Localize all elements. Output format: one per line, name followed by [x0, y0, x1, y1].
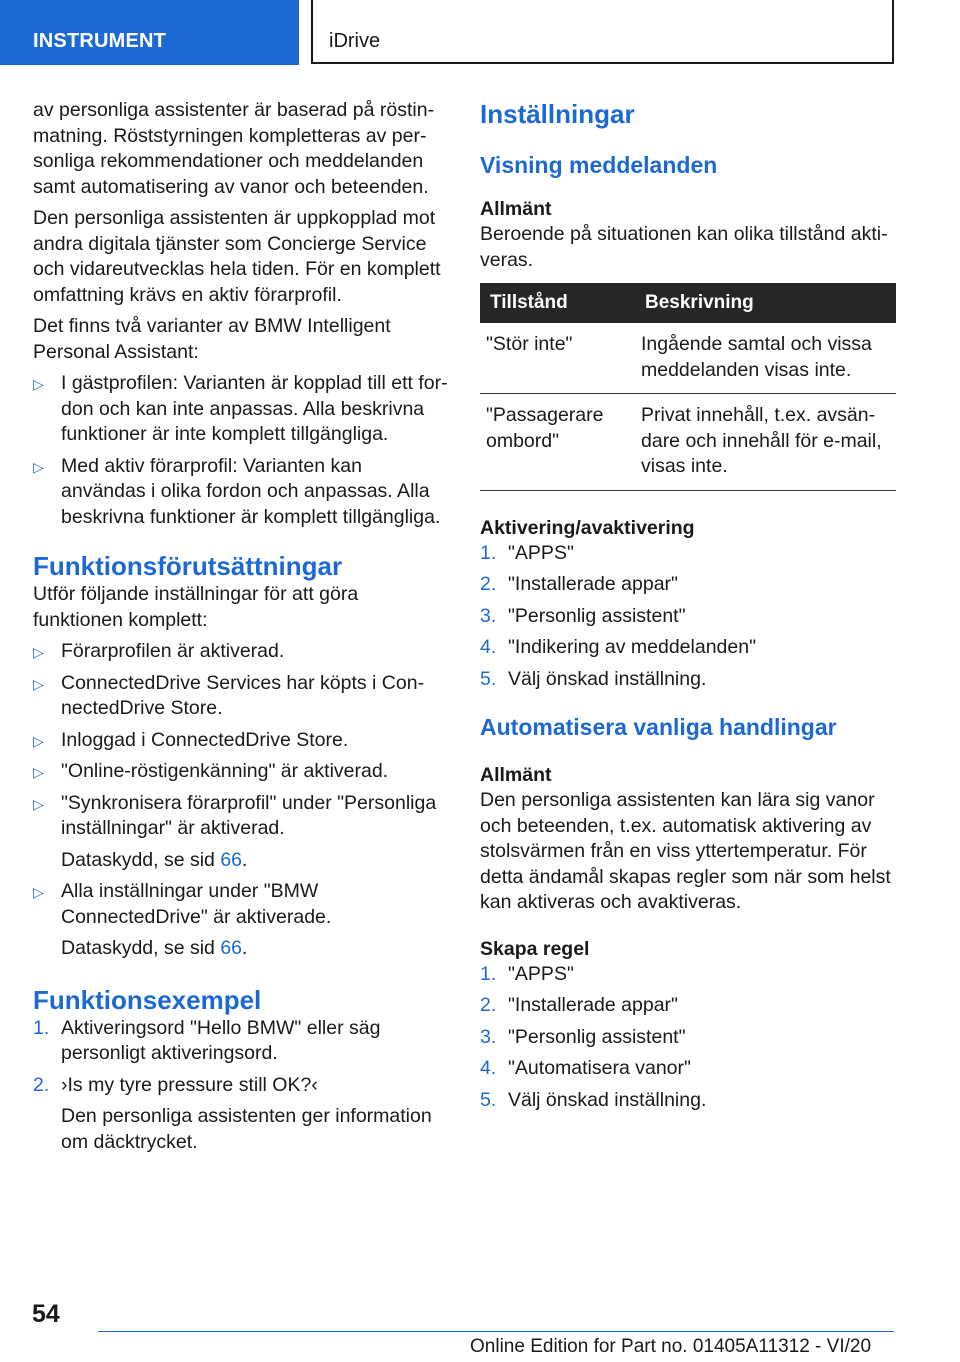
- triangle-bullet-icon: ▷: [33, 376, 44, 392]
- general-text-2: Den personliga assistenten kan lära sig vanor och beteenden, t.ex. automatisk aktivering av stolsvärmen från en viss yttertemperatur. För detta ändamål skapas regler som när som helst kan aktiveras och avaktiveras.: [480, 789, 891, 913]
- intro-paragraph-1: av personliga assistenter är baserad på röstinmatning. Röststyrningen kompletteras av personliga rekommendationer och meddelanden samt automatisering av vanor och beteenden.: [33, 99, 435, 198]
- step-number: 3.: [480, 1025, 497, 1048]
- page-link[interactable]: 66: [220, 937, 243, 959]
- triangle-bullet-icon: ▷: [33, 458, 44, 475]
- list-item: 5. Välj önskad inställning.: [480, 1088, 896, 1114]
- heading-examples: Funktionsexempel: [33, 984, 262, 1015]
- table-header: Tillstånd: [480, 283, 635, 323]
- example-explanation: Den personliga assistenten ger information om däcktrycket.: [61, 1105, 432, 1153]
- list-item: 1. Aktiveringsord "Hello BMW" eller säg personligt aktiveringsord.: [33, 1016, 381, 1064]
- heading-activation: Aktivering/avaktivering: [480, 516, 695, 539]
- list-item: ▷ I gästprofilen: Varianten är kopplad till ett fordon och kan inte anpassas. Alla beskrivna funktioner är inte komplett tillgängliga.: [33, 372, 448, 445]
- list-item: ▷ Alla inställningar under "BMW ConnectedDrive" är aktiverade. Dataskydd, se sid 66.: [33, 879, 451, 962]
- step-number: 3.: [480, 604, 497, 627]
- step-number: 4.: [480, 636, 497, 658]
- list-item: 2. "Installerade appar": [480, 993, 896, 1019]
- prerequisites-intro: Utför följande inställningar för att göra funktionen komplett:: [33, 583, 359, 631]
- list-item: 4. "Automatisera vanor": [480, 1056, 896, 1082]
- triangle-bullet-icon: ▷: [33, 764, 44, 780]
- triangle-bullet-icon: ▷: [33, 644, 44, 660]
- page-link[interactable]: 66: [220, 848, 243, 871]
- list-item: ▷ "Online-röstigenkänning" är aktiverad.: [33, 759, 451, 785]
- header-chapter-box: [311, 0, 894, 64]
- list-item: ▷ "Synkronisera förarprofil" under "Personliga inställningar" är aktiverad. Dataskydd, se sid 66.: [33, 791, 451, 874]
- heading-general-2: Allmänt: [480, 764, 552, 786]
- heading-message-display: Visning meddelanden: [480, 152, 718, 178]
- step-number: 5.: [480, 667, 497, 690]
- triangle-bullet-icon: ▷: [33, 884, 44, 900]
- step-number: 1.: [480, 541, 497, 564]
- variants-list: [33, 371, 451, 530]
- footer-divider: [98, 1331, 894, 1332]
- right-column: [480, 98, 896, 1119]
- step-number: 2.: [480, 573, 497, 595]
- triangle-bullet-icon: ▷: [33, 675, 44, 692]
- step-number: 5.: [480, 1088, 497, 1111]
- step-number: 4.: [480, 1057, 497, 1079]
- heading-prerequisites: Funktionsförutsättningar: [33, 551, 343, 581]
- list-item: ▷ ConnectedDrive Services har köpts i ConnectedDrive Store.: [33, 671, 425, 719]
- general-text: Beroende på situationen kan olika tillstånd aktiveras.: [480, 223, 888, 271]
- status-table: [480, 283, 896, 491]
- triangle-bullet-icon: ▷: [33, 795, 44, 812]
- privacy-note: Dataskydd, se sid 66.: [61, 848, 248, 871]
- triangle-bullet-icon: ▷: [33, 732, 44, 749]
- list-item: 3. "Personlig assistent": [480, 1025, 896, 1051]
- intro-paragraph-3: Det finns två varianter av BMW Intelligent Personal Assistant:: [33, 315, 391, 363]
- table-header: Beskrivning: [635, 283, 896, 323]
- table-cell: Privat innehåll, t.ex. avsändare och innehåll för e-mail, visas inte.: [635, 394, 896, 491]
- table-row: [480, 394, 896, 491]
- header-chapter-label: iDrive: [329, 30, 381, 52]
- step-number: 1.: [480, 962, 497, 985]
- list-item: 4. "Indikering av meddelanden": [480, 635, 896, 661]
- list-item: ▷ Med aktiv förarprofil: Varianten kan användas i olika fordon och anpassas. Alla beskrivna funktioner är komplett tillgängliga.: [33, 454, 441, 528]
- list-item: 3. "Personlig assistent": [480, 604, 896, 630]
- heading-automate: Automatisera vanliga handlingar: [480, 714, 837, 740]
- table-cell: "Stör inte": [480, 323, 635, 394]
- activation-steps: [480, 541, 896, 693]
- examples-list: [33, 1016, 451, 1156]
- list-item: 1. "APPS": [480, 541, 896, 567]
- header-section-label: INSTRUMENT: [33, 30, 167, 52]
- intro-paragraph-2: Den personliga assistenten är uppkopplad mot andra digitala tjänster som Concierge Service och vidareutvecklas hela tiden. För en komplett omfattning krävs en aktiv förarprofil.: [33, 207, 441, 306]
- table-row: [480, 323, 896, 394]
- list-item: 2. "Installerade appar": [480, 572, 896, 598]
- privacy-note: Dataskydd, se sid 66.: [61, 937, 248, 959]
- list-item: 1. "APPS": [480, 962, 896, 988]
- left-column: [33, 98, 451, 1161]
- list-item: 5. Välj önskad inställning.: [480, 667, 896, 693]
- step-number: 2.: [480, 994, 497, 1016]
- step-number: 2.: [33, 1073, 50, 1096]
- rule-steps: [480, 962, 896, 1114]
- table-cell: "Passagerare ombord": [480, 394, 635, 491]
- table-cell: Ingående samtal och vissa meddelanden visas inte.: [635, 323, 896, 394]
- step-number: 1.: [33, 1016, 50, 1039]
- heading-create-rule: Skapa regel: [480, 937, 590, 960]
- heading-settings: Inställningar: [480, 99, 635, 129]
- heading-general: Allmänt: [480, 198, 552, 220]
- list-item: ▷ Förarprofilen är aktiverad.: [33, 639, 451, 665]
- list-item: ▷ Inloggad i ConnectedDrive Store.: [33, 728, 451, 754]
- prerequisites-list: [33, 639, 451, 962]
- page-number: 54: [32, 1300, 60, 1328]
- header-section-tab: [0, 0, 299, 65]
- footer-edition: Online Edition for Part no. 01405A11312 - VI/20: [470, 1336, 872, 1357]
- list-item: 2. ›Is my tyre pressure still OK?‹ Den personliga assistenten ger information om däcktrycket.: [33, 1073, 451, 1156]
